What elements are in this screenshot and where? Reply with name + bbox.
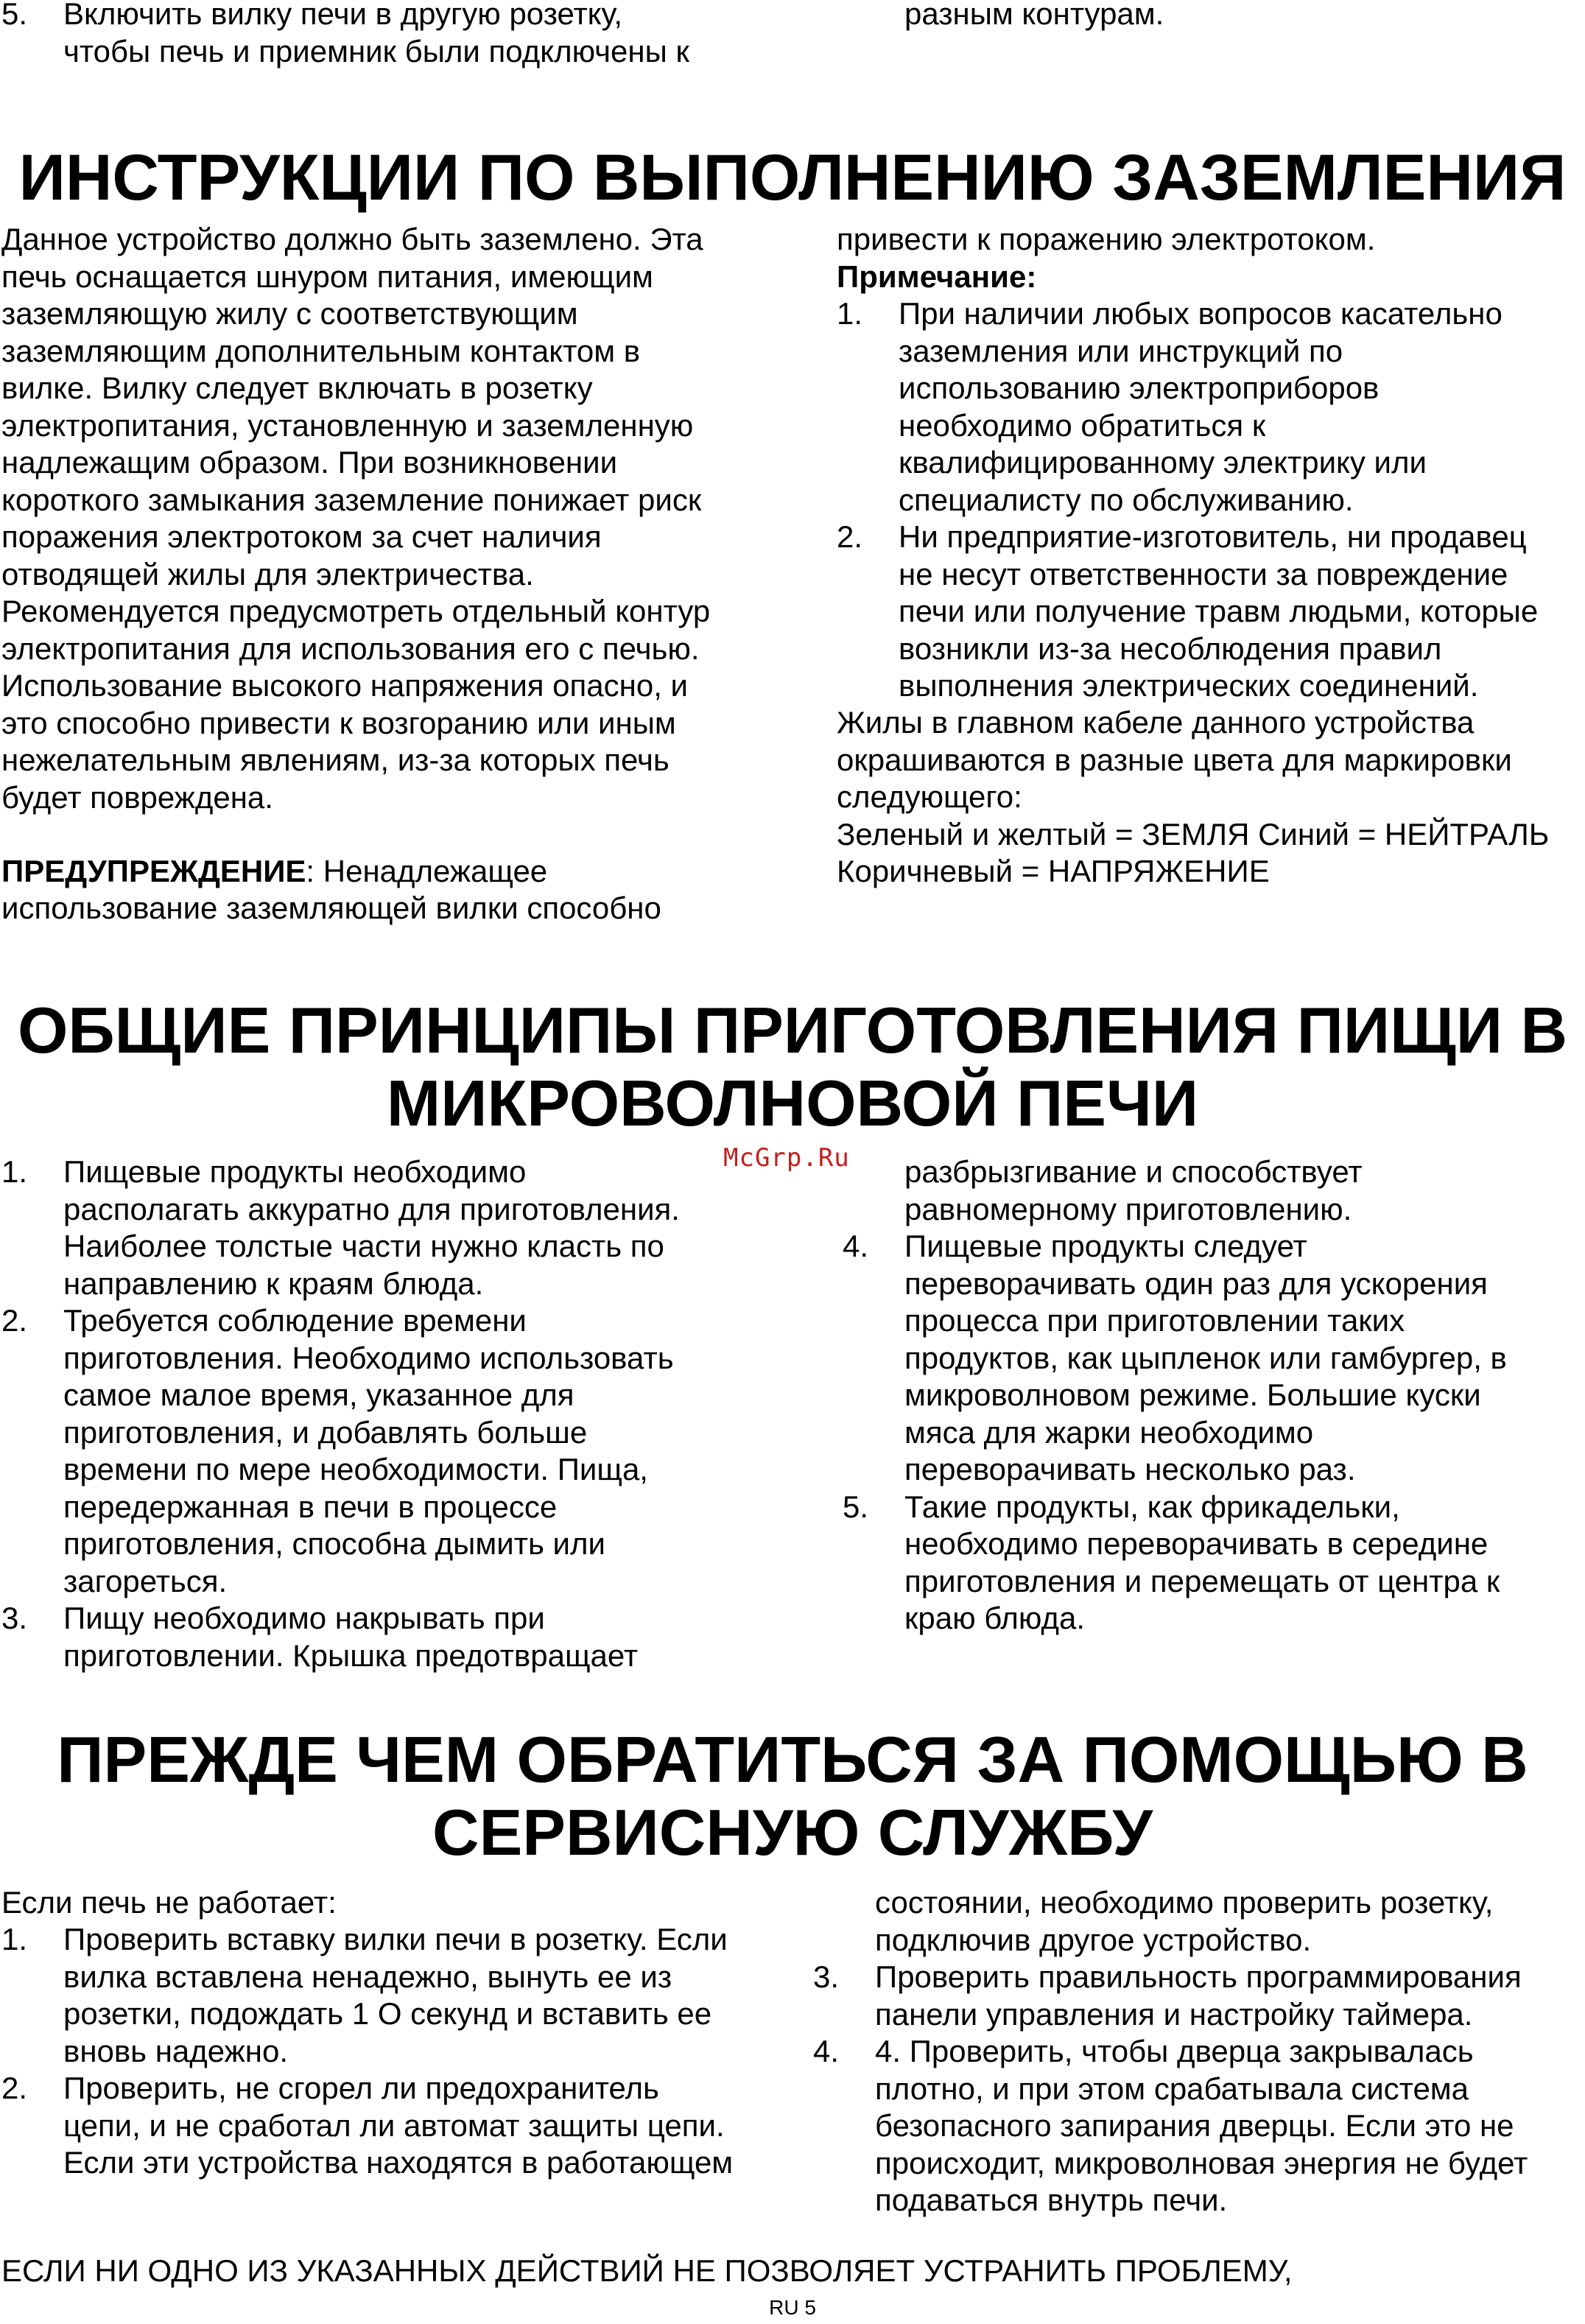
- item-line: Ни предприятие-изготовитель, ни продавец: [899, 519, 1527, 554]
- item-line: цепи, и не сработал ли автомат защиты цепи.: [63, 2107, 725, 2143]
- item-line: передержанная в печи в процессе: [63, 1489, 558, 1524]
- item-line: приготовления и перемещать от центра к: [904, 1563, 1500, 1598]
- body-text: следующего:: [837, 779, 1022, 814]
- item-line: необходимо обратиться к: [899, 407, 1266, 443]
- item-line: Пищу необходимо накрывать при: [63, 1601, 545, 1635]
- item-line: самое малое время, указанное для: [63, 1377, 574, 1412]
- list-item: [1, 1154, 680, 1302]
- service-intro: Если печь не работает:: [1, 1885, 337, 1920]
- cooking-title-line1: ОБЩИЕ ПРИНЦИПЫ ПРИГОТОВЛЕНИЯ ПИЩИ В: [17, 994, 1567, 1067]
- item-line: использованию электроприборов: [899, 371, 1380, 405]
- item-line: выполнения электрических соединений.: [899, 668, 1479, 703]
- item-line: не несут ответственности за повреждение: [899, 556, 1508, 591]
- final-line: ЕСЛИ НИ ОДНО ИЗ УКАЗАННЫХ ДЕЙСТВИЙ НЕ ПОЗВОЛЯЕТ УСТРАНИТЬ ПРОБЛЕМУ,: [1, 2253, 1293, 2288]
- list-item: [1, 1921, 733, 2070]
- item-line: подаваться внутрь печи.: [875, 2183, 1228, 2217]
- item-line: Проверить, не сгорел ли предохранитель: [63, 2071, 659, 2105]
- item-line: Пищевые продукты следует: [904, 1229, 1307, 1263]
- item-line: панели управления и настройку таймера.: [875, 1996, 1473, 2032]
- notes-list: [837, 295, 1538, 705]
- item-line: краю блюда.: [904, 1601, 1086, 1635]
- body-text: вилке. Вилку следует включать в розетку: [1, 371, 593, 405]
- item-line: происходит, микроволновая энергия не будет: [875, 2145, 1528, 2180]
- item-line: приготовления. Необходимо использовать: [63, 1340, 674, 1375]
- top-list: [1, 0, 689, 70]
- item-number: 5.: [843, 1489, 869, 1524]
- item-line: загореться.: [63, 1563, 228, 1598]
- item-line: заземления или инструкций по: [899, 333, 1343, 368]
- item-line: переворачивать несколько раз.: [904, 1452, 1356, 1486]
- item-number: 2.: [1, 1303, 28, 1338]
- warning-paragraph: [1, 853, 547, 891]
- list-item: [813, 2033, 1528, 2219]
- warning-label: ПРЕДУПРЕЖДЕНИЕ: [1, 854, 306, 888]
- body-text: состоянии, необходимо проверить розетку,: [875, 1885, 1494, 1920]
- body-text: Использование высокого напряжения опасно, и: [1, 668, 688, 703]
- body-text: надлежащим образом. При возникновении: [1, 445, 618, 480]
- item-line: микроволновом режиме. Большие куски: [904, 1377, 1481, 1412]
- wire-colors: [837, 704, 1549, 891]
- item-line: 4. Проверить, чтобы дверца закрывалась: [875, 2034, 1474, 2068]
- item-line: возникли из-за несоблюдения правил: [899, 631, 1442, 666]
- list-item: [843, 1228, 1507, 1489]
- item-line: розетки, подождать 1 О секунд и вставить ее: [63, 1996, 712, 2031]
- item-number: 1.: [1, 1154, 28, 1189]
- item-line: специалисту по обслуживанию.: [899, 482, 1354, 517]
- item-line: Требуется соблюдение времени: [63, 1303, 527, 1338]
- grounding-title: ИНСТРУКЦИИ ПО ВЫПОЛНЕНИЮ ЗАЗЕМЛЕНИЯ: [18, 141, 1567, 214]
- item-number: 3.: [813, 1959, 840, 1994]
- cooking-left-list: [1, 1154, 680, 1674]
- body-text: нежелательным явлениям, из-за которых печь: [1, 743, 670, 777]
- body-text: будет повреждена.: [1, 779, 273, 815]
- service-right-list: [813, 1959, 1528, 2219]
- item-line: приготовлении. Крышка предотвращает: [63, 1637, 639, 1673]
- item-number: 4.: [843, 1229, 869, 1263]
- service-title-line2: СЕРВИСНУЮ СЛУЖБУ: [432, 1796, 1153, 1869]
- item-line: располагать аккуратно для приготовления.: [63, 1191, 680, 1226]
- item-line: необходимо переворачивать в середине: [904, 1526, 1489, 1561]
- item-line: вилка вставлена ненадежно, вынуть ее из: [63, 1959, 672, 1994]
- body-text: Рекомендуется предусмотреть отдельный контур: [1, 594, 711, 628]
- item-line: мяса для жарки необходимо: [904, 1414, 1314, 1450]
- cooking-right-list: [843, 1228, 1507, 1637]
- service-right-continuation: [875, 1884, 1493, 1959]
- item-line: Проверить правильность программирования: [875, 1959, 1522, 1994]
- list-item: [837, 295, 1538, 519]
- cooking-right-continuation: [904, 1154, 1363, 1228]
- warning-line: использование заземляющей вилки способно: [1, 891, 661, 925]
- service-left-list: [1, 1921, 733, 2182]
- service-title-line1: ПРЕЖДЕ ЧЕМ ОБРАТИТЬСЯ ЗА ПОМОЩЬЮ В: [57, 1723, 1528, 1796]
- body-text: разбрызгивание и способствует: [904, 1154, 1363, 1189]
- item-line: чтобы печь и приемник были подключены к: [63, 33, 689, 69]
- list-item: [837, 519, 1538, 705]
- page-number: RU 5: [769, 2296, 816, 2319]
- body-text: Коричневый = НАПРЯЖЕНИЕ: [837, 854, 1270, 888]
- item-line: Пищевые продукты необходимо: [63, 1154, 527, 1189]
- cooking-title-line2: МИКРОВОЛНОВОЙ ПЕЧИ: [386, 1067, 1199, 1140]
- body-text: заземляющим дополнительным контактом в: [1, 333, 641, 368]
- body-text: подключив другое устройство.: [875, 1922, 1312, 1957]
- item-line: приготовления, способна дымить или: [63, 1526, 605, 1561]
- list-item: [813, 1959, 1528, 2033]
- grounding-right-first: привести к поражению электротоком.: [837, 222, 1376, 256]
- item-line: плотно, и при этом срабатывала система: [875, 2071, 1469, 2106]
- body-text: Данное устройство должно быть заземлено. Эта: [1, 222, 703, 256]
- item-line: безопасного запирания дверцы. Если это не: [875, 2108, 1514, 2143]
- item-line: Такие продукты, как фрикадельки,: [904, 1489, 1400, 1524]
- item-line: Проверить вставку вилки печи в розетку. Если: [63, 1922, 728, 1956]
- body-text: Зеленый и желтый = ЗЕМЛЯ Синий = НЕЙТРАЛЬ: [837, 816, 1550, 852]
- item-number: 2.: [1, 2071, 28, 2105]
- watermark: McGrp.Ru: [723, 1143, 850, 1173]
- item-line: При наличии любых вопросов касательно: [899, 296, 1503, 331]
- body-text: отводящей жилы для электричества.: [1, 556, 534, 591]
- note-label: Примечание:: [837, 259, 1037, 294]
- item-number: 1.: [837, 296, 863, 331]
- body-text: электропитания, установленную и заземленную: [1, 407, 694, 443]
- item-line: Если эти устройства находятся в работающем: [63, 2145, 734, 2180]
- body-text: электропитания для использования его с печью.: [1, 631, 700, 666]
- warning-text: : Ненадлежащее: [306, 854, 548, 888]
- list-item: [1, 2070, 733, 2182]
- item-line: приготовления, и добавлять больше: [63, 1414, 588, 1450]
- top-right-line: разным контурам.: [904, 0, 1164, 31]
- list-item: [1, 1600, 680, 1674]
- item-line: времени по мере необходимости. Пища,: [63, 1452, 648, 1486]
- grounding-left-column: [1, 221, 710, 816]
- body-text: Жилы в главном кабеле данного устройства: [837, 705, 1475, 740]
- item-number: 2.: [837, 519, 863, 554]
- item-number: 3.: [1, 1601, 28, 1635]
- list-item: [1, 1302, 680, 1600]
- item-line: Включить вилку печи в другую розетку,: [63, 0, 622, 31]
- item-line: Наиболее толстые части нужно класть по: [63, 1229, 664, 1263]
- body-text: поражения электротоком за счет наличия: [1, 519, 602, 554]
- item-number: 4.: [813, 2034, 840, 2068]
- body-text: короткого замыкания заземление понижает риск: [1, 482, 702, 517]
- body-text: печь оснащается шнуром питания, имеющим: [1, 259, 653, 294]
- item-line: квалифицированному электрику или: [899, 445, 1427, 480]
- item-line: процесса при приготовлении таких: [904, 1303, 1405, 1338]
- item-number: 1.: [1, 1922, 28, 1956]
- item-number: 5.: [1, 0, 28, 31]
- body-text: равномерному приготовлению.: [904, 1191, 1352, 1226]
- list-item: [843, 1489, 1507, 1637]
- item-line: направлению к краям блюда.: [63, 1265, 484, 1301]
- item-line: вновь надежно.: [63, 2033, 288, 2068]
- body-text: заземляющую жилу с соответствующим: [1, 296, 578, 331]
- item-line: печи или получение травм людьми, которые: [899, 594, 1539, 628]
- body-text: это способно привести к возгоранию или иным: [1, 705, 676, 740]
- list-item: [1, 0, 689, 70]
- body-text: окрашиваются в разные цвета для маркировки: [837, 742, 1512, 777]
- item-line: продуктов, как цыпленок или гамбургер, в: [904, 1340, 1507, 1375]
- item-line: переворачивать один раз для ускорения: [904, 1265, 1488, 1301]
